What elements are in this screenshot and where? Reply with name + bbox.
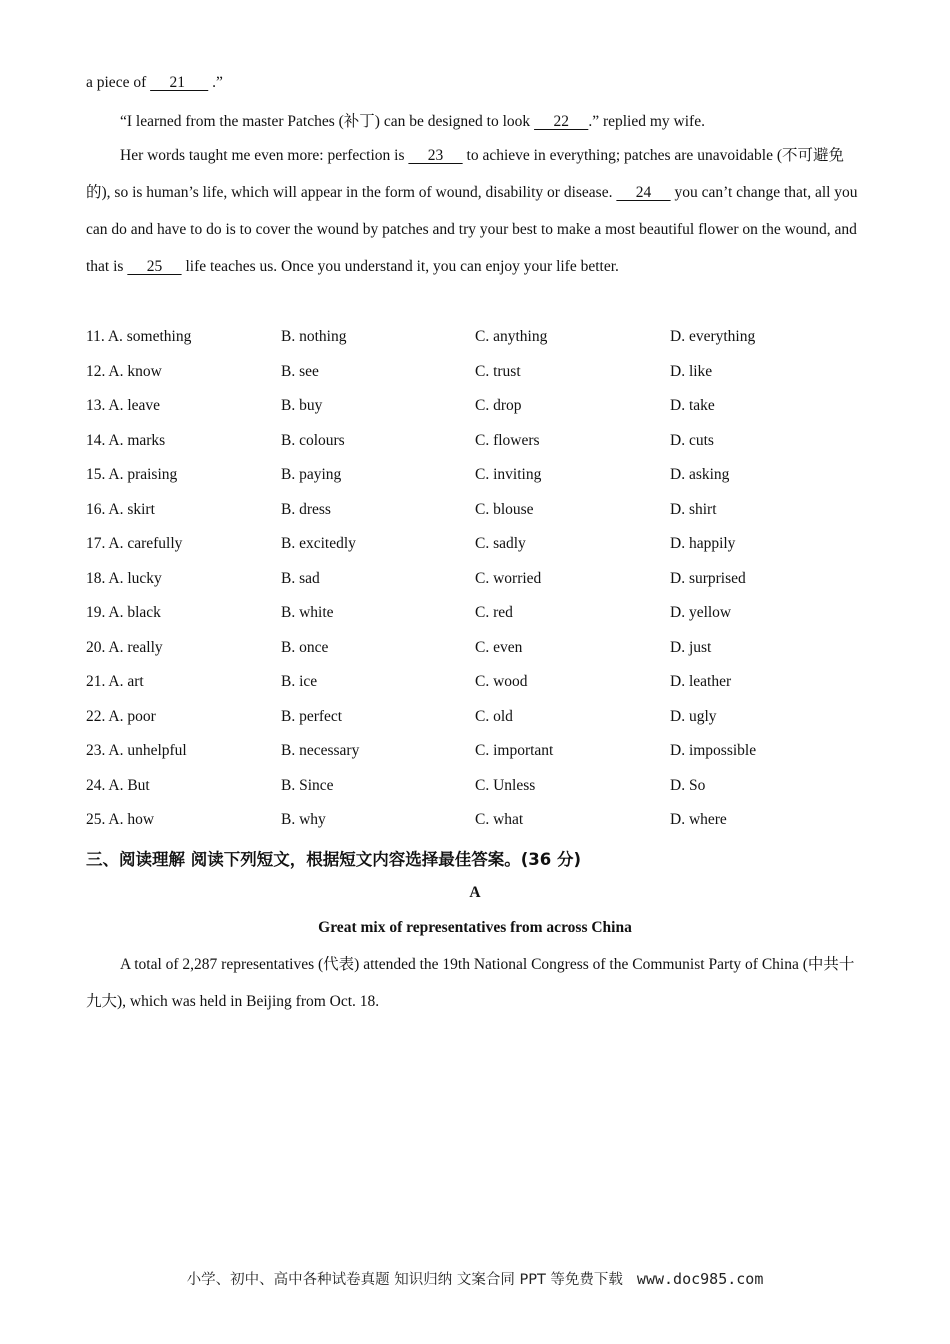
option-c: C. important	[475, 742, 554, 759]
option-b: B. necessary	[281, 742, 360, 759]
option-a: 11. A. something	[86, 328, 192, 345]
blank-24: 24	[616, 184, 671, 201]
option-a: 22. A. poor	[86, 707, 156, 725]
article-paragraph: A total of 2,287 representatives (代表) attended the 19th National Congress of the Communist Party of China (中共十九大), which was held in Beijing from Oct. 18.	[86, 956, 855, 1010]
option-row-12	[86, 363, 886, 387]
option-row-11	[86, 328, 886, 352]
option-d: D. where	[670, 811, 727, 828]
option-row-25	[86, 811, 886, 835]
option-b: B. perfect	[281, 707, 343, 725]
passage-text: .” replied my wife.	[588, 113, 705, 130]
option-d: D. ugly	[670, 707, 717, 725]
option-d: D. happily	[670, 535, 736, 552]
option-a: 24. A. But	[86, 776, 150, 794]
option-row-21	[86, 673, 886, 697]
option-c: C. red	[475, 604, 513, 621]
option-b: B. dress	[281, 500, 331, 518]
option-row-18	[86, 570, 886, 594]
option-row-16	[86, 501, 886, 525]
option-b: B. sad	[281, 569, 320, 587]
passage-text: Her words taught me even more: perfection is	[120, 147, 409, 164]
article-title: Great mix of representatives from across China	[318, 919, 632, 936]
option-a: 14. A. marks	[86, 431, 166, 449]
option-row-19	[86, 604, 886, 628]
option-a: 20. A. really	[86, 638, 163, 656]
option-c: C. even	[475, 638, 523, 656]
option-b: B. ice	[281, 673, 318, 690]
option-a: 18. A. lucky	[86, 569, 162, 587]
passage-letter: A	[469, 884, 481, 901]
option-b: B. Since	[281, 776, 334, 794]
blank-21: 21	[150, 74, 209, 91]
option-c: C. old	[475, 707, 513, 725]
option-c: C. trust	[475, 362, 521, 380]
option-d: D. surprised	[670, 569, 746, 587]
option-row-24	[86, 777, 886, 801]
option-d: D. take	[670, 397, 715, 414]
blank-25: 25	[127, 258, 182, 275]
option-row-22	[86, 708, 886, 732]
option-d: D. impossible	[670, 742, 757, 759]
option-c: C. sadly	[475, 535, 526, 552]
passage-paragraph-2	[120, 109, 705, 131]
option-c: C. anything	[475, 328, 548, 345]
option-a: 17. A. carefully	[86, 535, 183, 552]
passage-text: .”	[208, 74, 223, 91]
option-row-14	[86, 432, 886, 456]
option-b: B. colours	[281, 431, 345, 449]
passage-text: to achieve in everything; patches are unavoidable (不可避免的), so is human’s life, which will appear in the form of wound, disability or disease.	[86, 147, 844, 201]
option-a: 15. A. praising	[86, 466, 178, 483]
option-b: B. once	[281, 638, 329, 656]
option-d: D. everything	[670, 328, 756, 345]
page-footer	[0, 1268, 950, 1289]
option-d: D. leather	[670, 673, 732, 690]
option-b: B. white	[281, 604, 334, 621]
option-b: B. why	[281, 811, 326, 828]
option-row-15	[86, 466, 886, 490]
option-c: C. flowers	[475, 431, 540, 449]
option-a: 21. A. art	[86, 673, 144, 690]
option-c: C. inviting	[475, 466, 542, 483]
option-a: 13. A. leave	[86, 397, 161, 414]
option-b: B. see	[281, 362, 319, 380]
option-d: D. just	[670, 638, 712, 656]
passage-paragraph-3	[86, 137, 858, 285]
option-row-17	[86, 535, 886, 559]
option-c: C. blouse	[475, 500, 534, 518]
option-c: C. wood	[475, 673, 528, 690]
option-row-23	[86, 742, 886, 766]
option-d: D. like	[670, 362, 713, 380]
option-b: B. excitedly	[281, 535, 356, 552]
passage-text: life teaches us. Once you understand it, you can enjoy your life better.	[181, 258, 619, 275]
passage-text: a piece of	[86, 74, 151, 91]
blank-23: 23	[408, 147, 463, 164]
footer-text: 小学、初中、高中各种试卷真题 知识归纳 文案合同 PPT 等免费下载	[186, 1272, 623, 1288]
option-a: 23. A. unhelpful	[86, 742, 187, 759]
option-d: D. cuts	[670, 431, 714, 449]
option-b: B. paying	[281, 466, 342, 483]
option-row-20	[86, 639, 886, 663]
option-a: 16. A. skirt	[86, 500, 155, 518]
option-c: C. worried	[475, 569, 542, 587]
option-b: B. nothing	[281, 328, 347, 345]
option-b: B. buy	[281, 397, 323, 414]
option-a: 25. A. how	[86, 811, 155, 828]
option-d: D. yellow	[670, 604, 732, 621]
option-d: D. asking	[670, 466, 730, 483]
option-c: C. what	[475, 811, 524, 828]
footer-link[interactable]: www.doc985.com	[636, 1270, 764, 1288]
option-row-13	[86, 397, 886, 421]
option-a: 12. A. know	[86, 362, 162, 380]
section-heading: 三、阅读理解 阅读下列短文，根据短文内容选择最佳答案。(36 分)	[86, 850, 582, 869]
option-d: D. shirt	[670, 500, 717, 518]
passage-text: “I learned from the master Patches (补丁) can be designed to look	[120, 113, 535, 130]
option-c: C. drop	[475, 397, 522, 414]
passage-text: you can’t change that, all you can do and have to do is to cover the wound by patches and try your best to make a most beautiful flower on the wound, and that is	[86, 184, 858, 275]
option-a: 19. A. black	[86, 604, 161, 621]
option-c: C. Unless	[475, 776, 536, 794]
blank-22: 22	[534, 113, 589, 130]
option-d: D. So	[670, 776, 706, 794]
passage-line-21	[86, 74, 223, 92]
